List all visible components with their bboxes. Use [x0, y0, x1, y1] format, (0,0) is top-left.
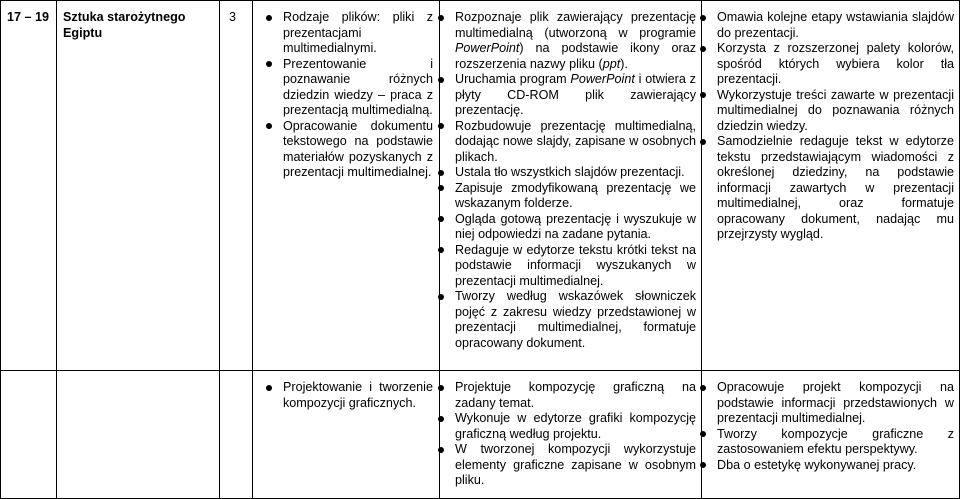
- content-list: [264, 10, 433, 181]
- requirement-item: Korzysta z rozszerzonej palety kolorów, spośród których wybiera kolor tła prezentacji.: [698, 41, 954, 88]
- requirement-item: Wykorzystuje treści zawarte w prezentacji multimedialnej do poznawania różnych dziedzin wiedzy.: [698, 88, 954, 135]
- table-border-left: [0, 0, 1, 499]
- requirement-item: Zapisuje zmodyfikowaną prezentację we wskazanym folderze.: [436, 181, 696, 212]
- content-item: Opracowanie dokumentu tekstowego na podstawie materiałów pozyskanych z prezentacji multimedialnej.: [264, 119, 433, 181]
- requirement-item: Uruchamia program PowerPoint i otwiera z płyty CD-ROM plik zawierający prezentację.: [436, 72, 696, 119]
- content-item: Prezentowanie i poznawanie różnych dziedzin wiedzy – praca z prezentacją multimedialną.: [264, 57, 433, 119]
- column-divider: [219, 0, 220, 499]
- requirement-item: Rozpoznaje plik zawierający prezentację multimedialną (utworzoną w programie PowerPoint) na podstawie ikony oraz rozszerzenia nazwy pliku (ppt).: [436, 10, 696, 72]
- requirement-item: Omawia kolejne etapy wstawiania slajdów do prezentacji.: [698, 10, 954, 41]
- requirement-item: W tworzonej kompozycji wykorzystuje elementy graficzne zapisane w osobnym pliku.: [436, 442, 696, 489]
- row-divider: [0, 0, 960, 1]
- requirement-item: Tworzy według wskazówek słowniczek pojęć z zakresu wiedzy przedstawionej w prezentacji multimedialnej, formatuje opracowany dokument.: [436, 289, 696, 351]
- basic-requirements-list: [436, 10, 696, 351]
- requirement-item: Redaguje w edytorze tekstu krótki tekst na podstawie informacji wyszukanych w prezentacji multimedialnej.: [436, 243, 696, 290]
- requirement-item: Samodzielnie redaguje tekst w edytorze tekstu przedstawiającym wiadomości z określonej dziedziny, na podstawie informacji zawartych w prezentacji multimedialnej, oraz formatuje opracowany dokument, nadając mu przejrzysty wygląd.: [698, 134, 954, 243]
- requirement-item: Tworzy kompozycje graficzne z zastosowaniem efektu perspektywy.: [698, 427, 954, 458]
- column-divider: [56, 0, 57, 499]
- hours-count: 3: [229, 10, 237, 24]
- column-divider: [252, 0, 253, 499]
- requirement-item: Wykonuje w edytorze grafiki kompozycję graficzną według projektu.: [436, 411, 696, 442]
- content-item: Rodzaje plików: pliki z prezentacjami multimedialnymi.: [264, 10, 433, 57]
- requirement-item: Projektuje kompozycję graficzną na zadany temat.: [436, 380, 696, 411]
- extended-requirements-list: [698, 10, 954, 243]
- requirement-item: Ogląda gotową prezentację i wyszukuje w niej odpowiedzi na zadane pytania.: [436, 212, 696, 243]
- requirement-item: Ustala tło wszystkich slajdów prezentacji.: [436, 165, 696, 181]
- extended-requirements-list: [698, 380, 954, 473]
- basic-requirements-list: [436, 380, 696, 489]
- lesson-range: 17 – 19: [7, 10, 50, 24]
- topic-title: Sztuka starożytnego Egiptu: [63, 10, 186, 40]
- requirement-item: Dba o estetykę wykonywanej pracy.: [698, 458, 954, 474]
- requirement-item: Rozbudowuje prezentację multimedialną, dodając nowe slajdy, zapisane w osobnych plikach.: [436, 119, 696, 166]
- content-list: [264, 380, 433, 411]
- requirement-item: Opracowuje projekt kompozycji na podstawie informacji przedstawionych w prezentacji multimedialnej.: [698, 380, 954, 427]
- row-divider: [0, 370, 960, 371]
- content-item: Projektowanie i tworzenie kompozycji graficznych.: [264, 380, 433, 411]
